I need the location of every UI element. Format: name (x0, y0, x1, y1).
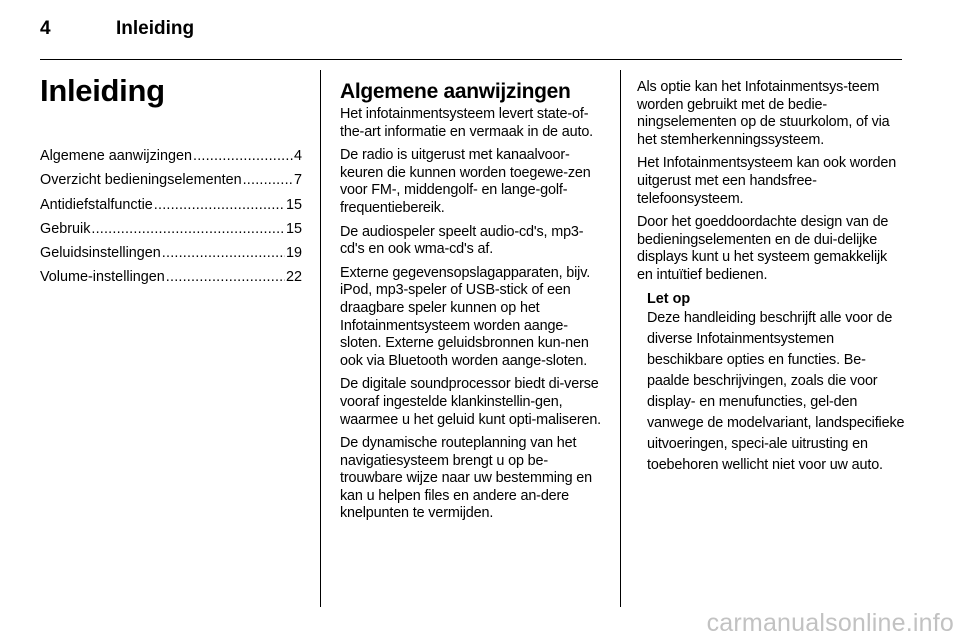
toc-entry-volume-instellingen[interactable] (40, 265, 302, 289)
body-paragraph: De radio is uitgerust met kanaalvoor-keuren die kunnen worden toegewe-zen voor FM-, middengolf- en lange-golf-frequentiebereik. (340, 147, 591, 216)
toc-entry-label: Gebruik (40, 220, 91, 237)
header-rule (40, 59, 902, 60)
toc-entry-label: Antidiefstalfunctie (40, 196, 153, 213)
section-column-right (637, 79, 905, 476)
toc-entry-geluidsinstellingen[interactable] (40, 241, 302, 265)
watermark: carmanualsonline.info (706, 609, 954, 637)
toc-dot-leader (162, 241, 285, 265)
toc-entry-overzicht-bedieningselementen[interactable] (40, 168, 302, 192)
toc-entry-page: 19 (285, 245, 302, 262)
body-paragraph: De digitale soundprocessor biedt di-verse vooraf ingestelde klankinstellin-gen, waarmee u het geluid kunt opti-maliseren. (340, 376, 602, 428)
section-title: Algemene aanwijzingen (340, 80, 571, 103)
toc-entry-page: 22 (285, 269, 302, 286)
toc-entry-label: Geluidsinstellingen (40, 245, 161, 262)
toc-dot-leader (154, 193, 285, 217)
toc-entry-label: Volume-instellingen (40, 269, 165, 286)
note-text: Deze handleiding beschrijft alle voor de diverse Infotainmentsystemen beschikbare opties en functies. Be-paalde beschrijvingen, zoals die voor display- en menufuncties, gel-den vanwege de modelvariant, landspecifieke uitvoeringen, speci-ale uitrusting en toebehoren wellicht niet voor uw auto. (647, 310, 905, 474)
toc-dot-leader (91, 217, 285, 241)
body-paragraph: Het Infotainmentsysteem kan ook worden uitgerust met een handsfree-telefoonsysteem. (637, 155, 897, 207)
toc-entry-page: 15 (285, 220, 302, 237)
note-box (647, 291, 905, 477)
body-paragraph: Door het goeddoordachte design van de bedieningselementen en de dui-delijke displays kunt u het systeem gemakkelijk en intuïtief bedienen. (637, 214, 889, 283)
toc-entry-label: Algemene aanwijzingen (40, 148, 193, 164)
toc-entry-page: 15 (285, 196, 302, 213)
body-paragraph: De dynamische routeplanning van het navigatiesysteem brengt u op be-trouwbare wijze naar uw bestemming en kan u helpen files en andere an-dere knelpunten te vermijden. (340, 435, 593, 522)
running-title: Inleiding (116, 18, 195, 39)
body-paragraph: Het infotainmentsysteem levert state-of-the-art informatie en vermaak in de auto. (340, 106, 594, 140)
body-paragraph: De audiospeler speelt audio-cd's, mp3-cd's en ook wma-cd's af. (340, 223, 584, 258)
toc-entry-antidiefstalfunctie[interactable] (40, 193, 302, 217)
page-number: 4 (40, 18, 51, 39)
page-header (40, 18, 902, 58)
body-paragraph: Externe gegevensopslagapparaten, bijv. iPod, mp3-speler of USB-stick of een draagbare speler kunnen op het Infotainmentsysteem worden aange-sloten. Externe geluidsbronnen kun-nen ook via Bluetooth worden aange-sloten. (340, 264, 591, 369)
chapter-title: Inleiding (40, 73, 165, 108)
toc-dot-leader (166, 265, 285, 289)
toc-entry-gebruik[interactable] (40, 217, 302, 241)
column-divider-right (620, 70, 621, 607)
toc-entry-page: 4 (293, 148, 302, 164)
note-title: Let op (647, 290, 691, 307)
section-column-middle (340, 79, 604, 529)
column-divider-left (320, 70, 321, 607)
chapter-column (40, 74, 302, 290)
toc-dot-leader (243, 168, 293, 192)
table-of-contents (40, 144, 302, 290)
toc-dot-leader (193, 144, 293, 168)
toc-entry-label: Overzicht bedieningselementen (40, 172, 242, 189)
toc-entry-algemene-aanwijzingen[interactable] (40, 144, 302, 168)
body-paragraph: Als optie kan het Infotainmentsys-teem worden gebruikt met de bedie-ningselementen op de stuurkolom, of via het stemherkenningssysteem. (637, 79, 890, 148)
toc-entry-page: 7 (293, 172, 302, 189)
